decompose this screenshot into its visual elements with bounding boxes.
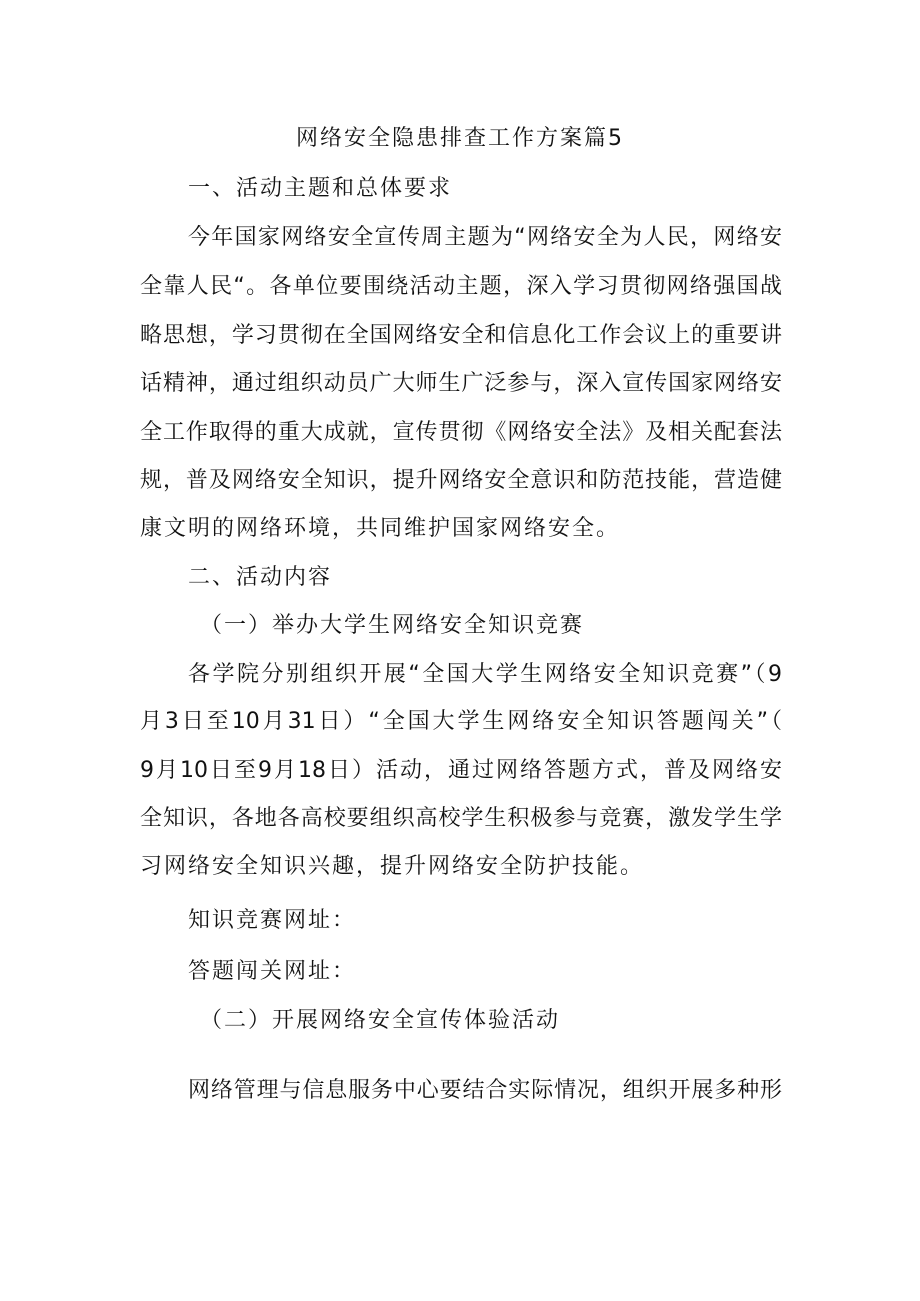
subsection-heading-1: （一）举办大学生网络安全知识竞赛	[200, 613, 585, 638]
paragraph-line: 全靠人民“。各单位要围绕活动主题，深入学习贯彻网络强国战	[140, 274, 782, 299]
document-title: 网络安全隐患排查工作方案篇5	[296, 126, 624, 151]
section-heading-1: 一、活动主题和总体要求	[188, 176, 453, 201]
paragraph-line: 月3日至10月31日）“全国大学生网络安全知识答题闯关”（	[140, 709, 782, 734]
paragraph-line: 全知识，各地各高校要组织高校学生积极参与竞赛，激发学生学	[140, 806, 782, 831]
subsection-heading-2: （二）开展网络安全宣传体验活动	[200, 1008, 561, 1033]
paragraph-line: 规，普及网络安全知识，提升网络安全意识和防范技能，营造健	[140, 468, 782, 493]
paragraph-line: 全工作取得的重大成就，宣传贯彻《网络安全法》及相关配套法	[140, 420, 782, 445]
paragraph-line: 网络管理与信息服务中心要结合实际情况，组织开展多种形	[188, 1078, 782, 1103]
paragraph-line: 各学院分别组织开展“全国大学生网络安全知识竞赛”（9	[188, 662, 782, 687]
paragraph-line: 略思想，学习贯彻在全国网络安全和信息化工作会议上的重要讲	[140, 323, 782, 348]
paragraph-line: 话精神，通过组织动员广大师生广泛参与，深入宣传国家网络安	[140, 371, 782, 396]
paragraph-line: 9月10日至9月18日）活动，通过网络答题方式，普及网络安	[140, 758, 782, 783]
contest-url-label: 知识竞赛网址：	[188, 908, 357, 933]
paragraph-line: 习网络安全知识兴趣，提升网络安全防护技能。	[140, 854, 645, 879]
section-heading-2: 二、活动内容	[188, 565, 333, 590]
quiz-url-label: 答题闯关网址：	[188, 959, 357, 984]
paragraph-line: 康文明的网络环境，共同维护国家网络安全。	[140, 516, 621, 541]
paragraph-line: 今年国家网络安全宣传周主题为“网络安全为人民，网络安	[188, 225, 782, 250]
